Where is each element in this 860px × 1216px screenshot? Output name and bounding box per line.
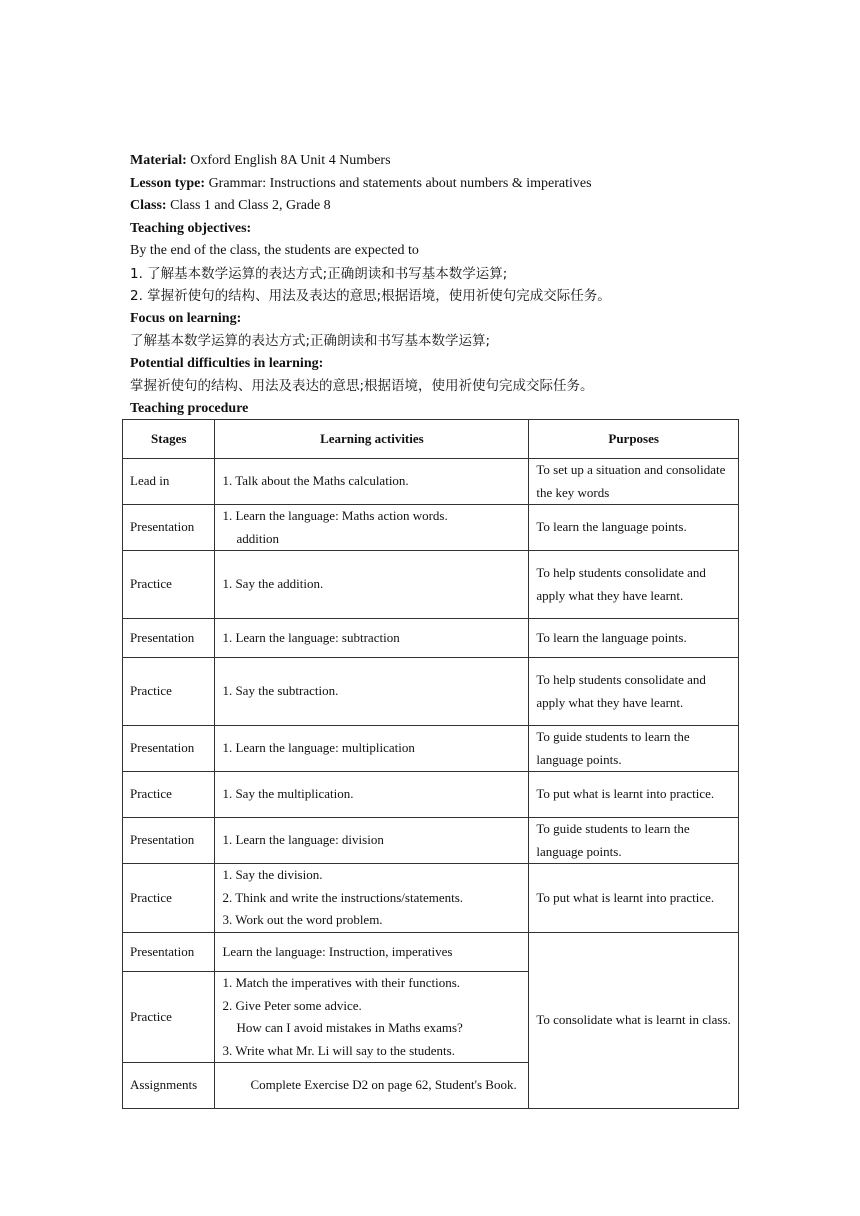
- purpose-cell: To guide students to learn the language points.: [529, 726, 739, 772]
- table-row: [123, 505, 739, 551]
- table-row: [123, 658, 739, 726]
- purpose-cell: To help students consolidate and apply what they have learnt.: [529, 551, 739, 619]
- activity-cell: Learn the language: Instruction, imperatives: [215, 933, 529, 972]
- stage-cell: Practice: [123, 972, 215, 1063]
- activity-cell: 1. Learn the language: subtraction: [215, 619, 529, 658]
- purpose-cell: To learn the language points.: [529, 505, 739, 551]
- purpose-cell: To guide students to learn the language points.: [529, 818, 739, 864]
- table-row: [123, 933, 739, 972]
- stage-cell: Practice: [123, 864, 215, 933]
- stage-cell: Presentation: [123, 726, 215, 772]
- header-purposes: Purposes: [529, 420, 739, 459]
- focus-text: 了解基本数学运算的表达方式;正确朗读和书写基本数学运算;: [130, 333, 491, 349]
- stage-cell: Practice: [123, 658, 215, 726]
- stage-cell: Lead in: [123, 459, 215, 505]
- stage-cell: Presentation: [123, 505, 215, 551]
- header-activities: Learning activities: [215, 420, 529, 459]
- activity-cell: 1. Match the imperatives with their functions. 2. Give Peter some advice. How can I avoid mistakes in Maths exams? 3. Write what Mr. Li will say to the students.: [215, 972, 529, 1063]
- table-row: [123, 619, 739, 658]
- stage-cell: Presentation: [123, 619, 215, 658]
- purpose-cell: To set up a situation and consolidate the key words: [529, 459, 739, 505]
- activity-cell: 1. Learn the language: division: [215, 818, 529, 864]
- activity-cell: 1. Say the division. 2. Think and write the instructions/statements. 3. Work out the word problem.: [215, 864, 529, 933]
- stage-cell: Assignments: [123, 1063, 215, 1109]
- objective-item: 2. 掌握祈使句的结构、用法及表达的意思;根据语境，使用祈使句完成交际任务。: [130, 288, 611, 304]
- header-stages: Stages: [123, 420, 215, 459]
- purpose-cell: To put what is learnt into practice.: [529, 772, 739, 818]
- focus-title: Focus on learning:: [130, 310, 242, 326]
- table-header-row: [123, 420, 739, 459]
- objectives-intro: By the end of the class, the students are expected to: [130, 243, 419, 258]
- stage-cell: Practice: [123, 551, 215, 619]
- purpose-cell: To consolidate what is learnt in class.: [529, 933, 739, 1109]
- table-row: [123, 818, 739, 864]
- purpose-cell: To learn the language points.: [529, 619, 739, 658]
- stage-cell: Presentation: [123, 933, 215, 972]
- material-line: Material: Oxford English 8A Unit 4 Numbers: [130, 153, 391, 168]
- class-line: Class: Class 1 and Class 2, Grade 8: [130, 198, 331, 213]
- purpose-cell: To help students consolidate and apply what they have learnt.: [529, 658, 739, 726]
- procedure-table: [122, 419, 739, 1109]
- table-row: [123, 551, 739, 619]
- table-row: [123, 772, 739, 818]
- activity-cell: 1. Say the multiplication.: [215, 772, 529, 818]
- table-row: [123, 726, 739, 772]
- lesson-type-line: Lesson type: Grammar: Instructions and statements about numbers & imperatives: [130, 175, 592, 191]
- activity-cell: 1. Learn the language: Maths action words. addition: [215, 505, 529, 551]
- activity-cell: 1. Say the addition.: [215, 551, 529, 619]
- objective-item: 1. 了解基本数学运算的表达方式;正确朗读和书写基本数学运算;: [130, 265, 508, 282]
- stage-cell: Practice: [123, 772, 215, 818]
- table-row: [123, 864, 739, 933]
- activity-cell: Complete Exercise D2 on page 62, Student's Book.: [215, 1063, 529, 1109]
- procedure-title: Teaching procedure: [130, 400, 249, 416]
- activity-cell: 1. Say the subtraction.: [215, 658, 529, 726]
- table-row: [123, 459, 739, 505]
- activity-cell: 1. Learn the language: multiplication: [215, 726, 529, 772]
- difficulties-title: Potential difficulties in learning:: [130, 355, 324, 371]
- purpose-cell: To put what is learnt into practice.: [529, 864, 739, 933]
- lesson-plan-header: [130, 150, 750, 420]
- objectives-title: Teaching objectives:: [130, 220, 252, 236]
- difficulties-text: 掌握祈使句的结构、用法及表达的意思;根据语境，使用祈使句完成交际任务。: [130, 378, 594, 394]
- activity-cell: 1. Talk about the Maths calculation.: [215, 459, 529, 505]
- stage-cell: Presentation: [123, 818, 215, 864]
